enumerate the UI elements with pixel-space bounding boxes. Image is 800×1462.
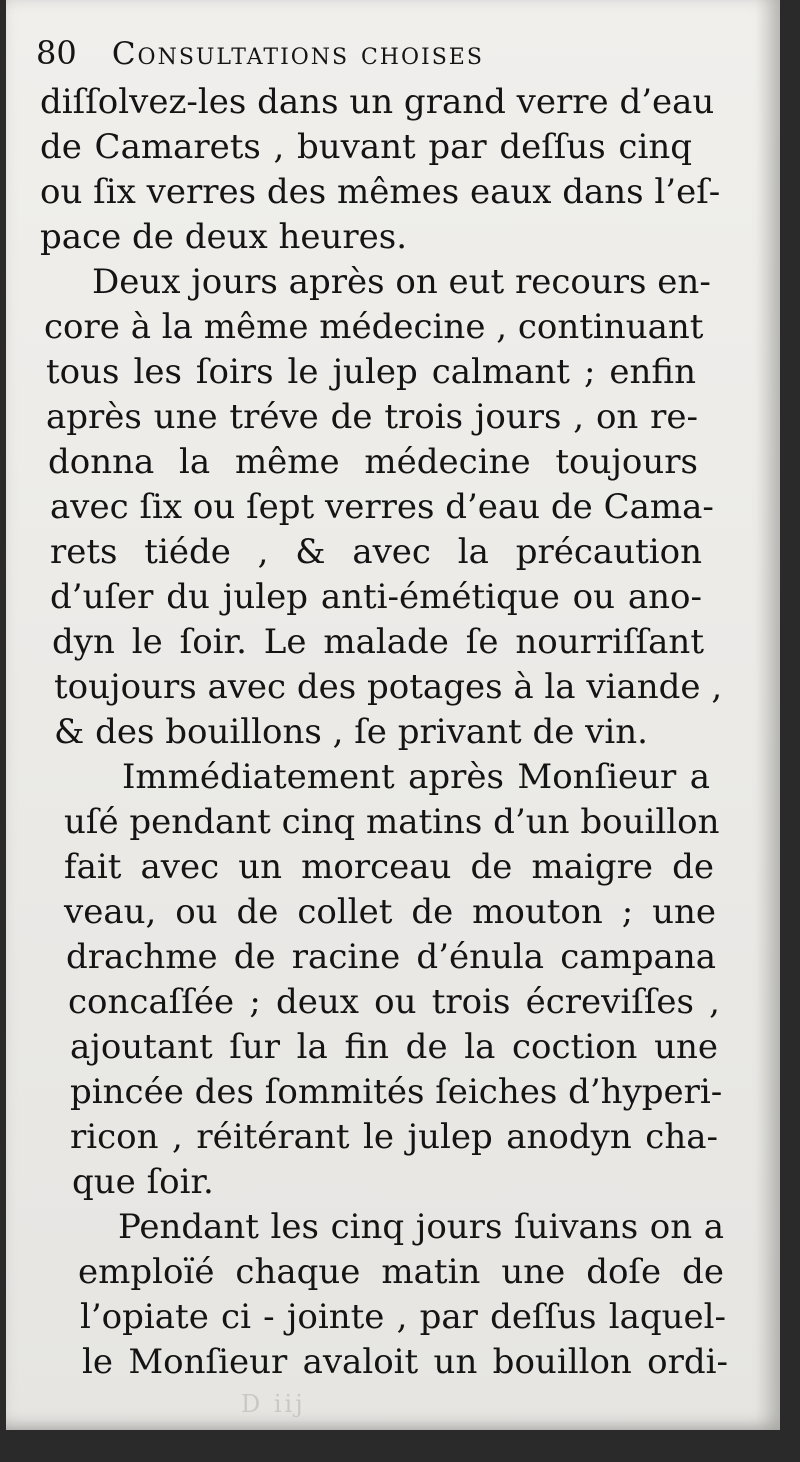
- text-line: pincée des ſommités ſeiches d’hyperi-: [70, 1072, 723, 1112]
- text-line: tous les ſoirs le julep calmant ; enfin: [46, 352, 696, 392]
- text-line: & des bouillons , ſe privant de vin.: [54, 712, 648, 752]
- signature-mark: D iij: [241, 1390, 306, 1418]
- text-line: ajoutant ſur la fin de la coction une: [70, 1027, 718, 1067]
- text-line: uſé pendant cinq matins d’un bouillon: [64, 802, 720, 842]
- text-line: après une tréve de trois jours , on re-: [46, 397, 698, 437]
- text-line: core à la même médecine , continuant: [44, 307, 704, 347]
- text-line: avec ſix ou ſept verres d’eau de Cama-: [50, 487, 714, 527]
- text-line: concaſſée ; deux ou trois écreviſſes ,: [68, 982, 720, 1022]
- text-line: Immédiatement après Monſieur a: [122, 757, 710, 797]
- book-page: [6, 0, 780, 1430]
- text-line: veau, ou de collet de mouton ; une: [64, 892, 716, 932]
- running-title: Consultations choises: [111, 36, 484, 72]
- text-line: ou ſix verres des mêmes eaux dans l’eſ-: [40, 172, 721, 212]
- text-line: Deux jours après on eut recours en-: [92, 262, 711, 302]
- page-header: [36, 34, 484, 72]
- text-line: Pendant les cinq jours ſuivans on a: [118, 1207, 724, 1247]
- text-line: pace de deux heures.: [40, 217, 408, 257]
- text-line: emploïé chaque matin une doſe de: [78, 1252, 724, 1292]
- text-line: d’uſer du julep anti-émétique ou ano-: [50, 577, 702, 617]
- text-line: le Monſieur avaloit un bouillon ordi-: [82, 1342, 728, 1382]
- text-line: donna la même médecine toujours: [48, 442, 698, 482]
- text-line: de Camarets , buvant par deſſus cinq: [40, 127, 692, 167]
- text-line: drachme de racine d’énula campana: [66, 937, 716, 977]
- text-line: toujours avec des potages à la viande ,: [54, 667, 723, 707]
- text-line: que ſoir.: [72, 1162, 214, 1202]
- text-line: diſſolvez-les dans un grand verre d’eau: [40, 82, 715, 122]
- page-number: 80: [36, 34, 77, 72]
- text-line: ricon , réitérant le julep anodyn cha-: [70, 1117, 718, 1157]
- text-line: fait avec un morceau de maigre de: [64, 847, 714, 887]
- text-line: l’opiate ci - jointe , par deſſus laquel-: [80, 1297, 726, 1337]
- text-line: rets tiéde , & avec la précaution: [50, 532, 702, 572]
- text-line: dyn le ſoir. Le malade ſe nourriſſant: [52, 622, 704, 662]
